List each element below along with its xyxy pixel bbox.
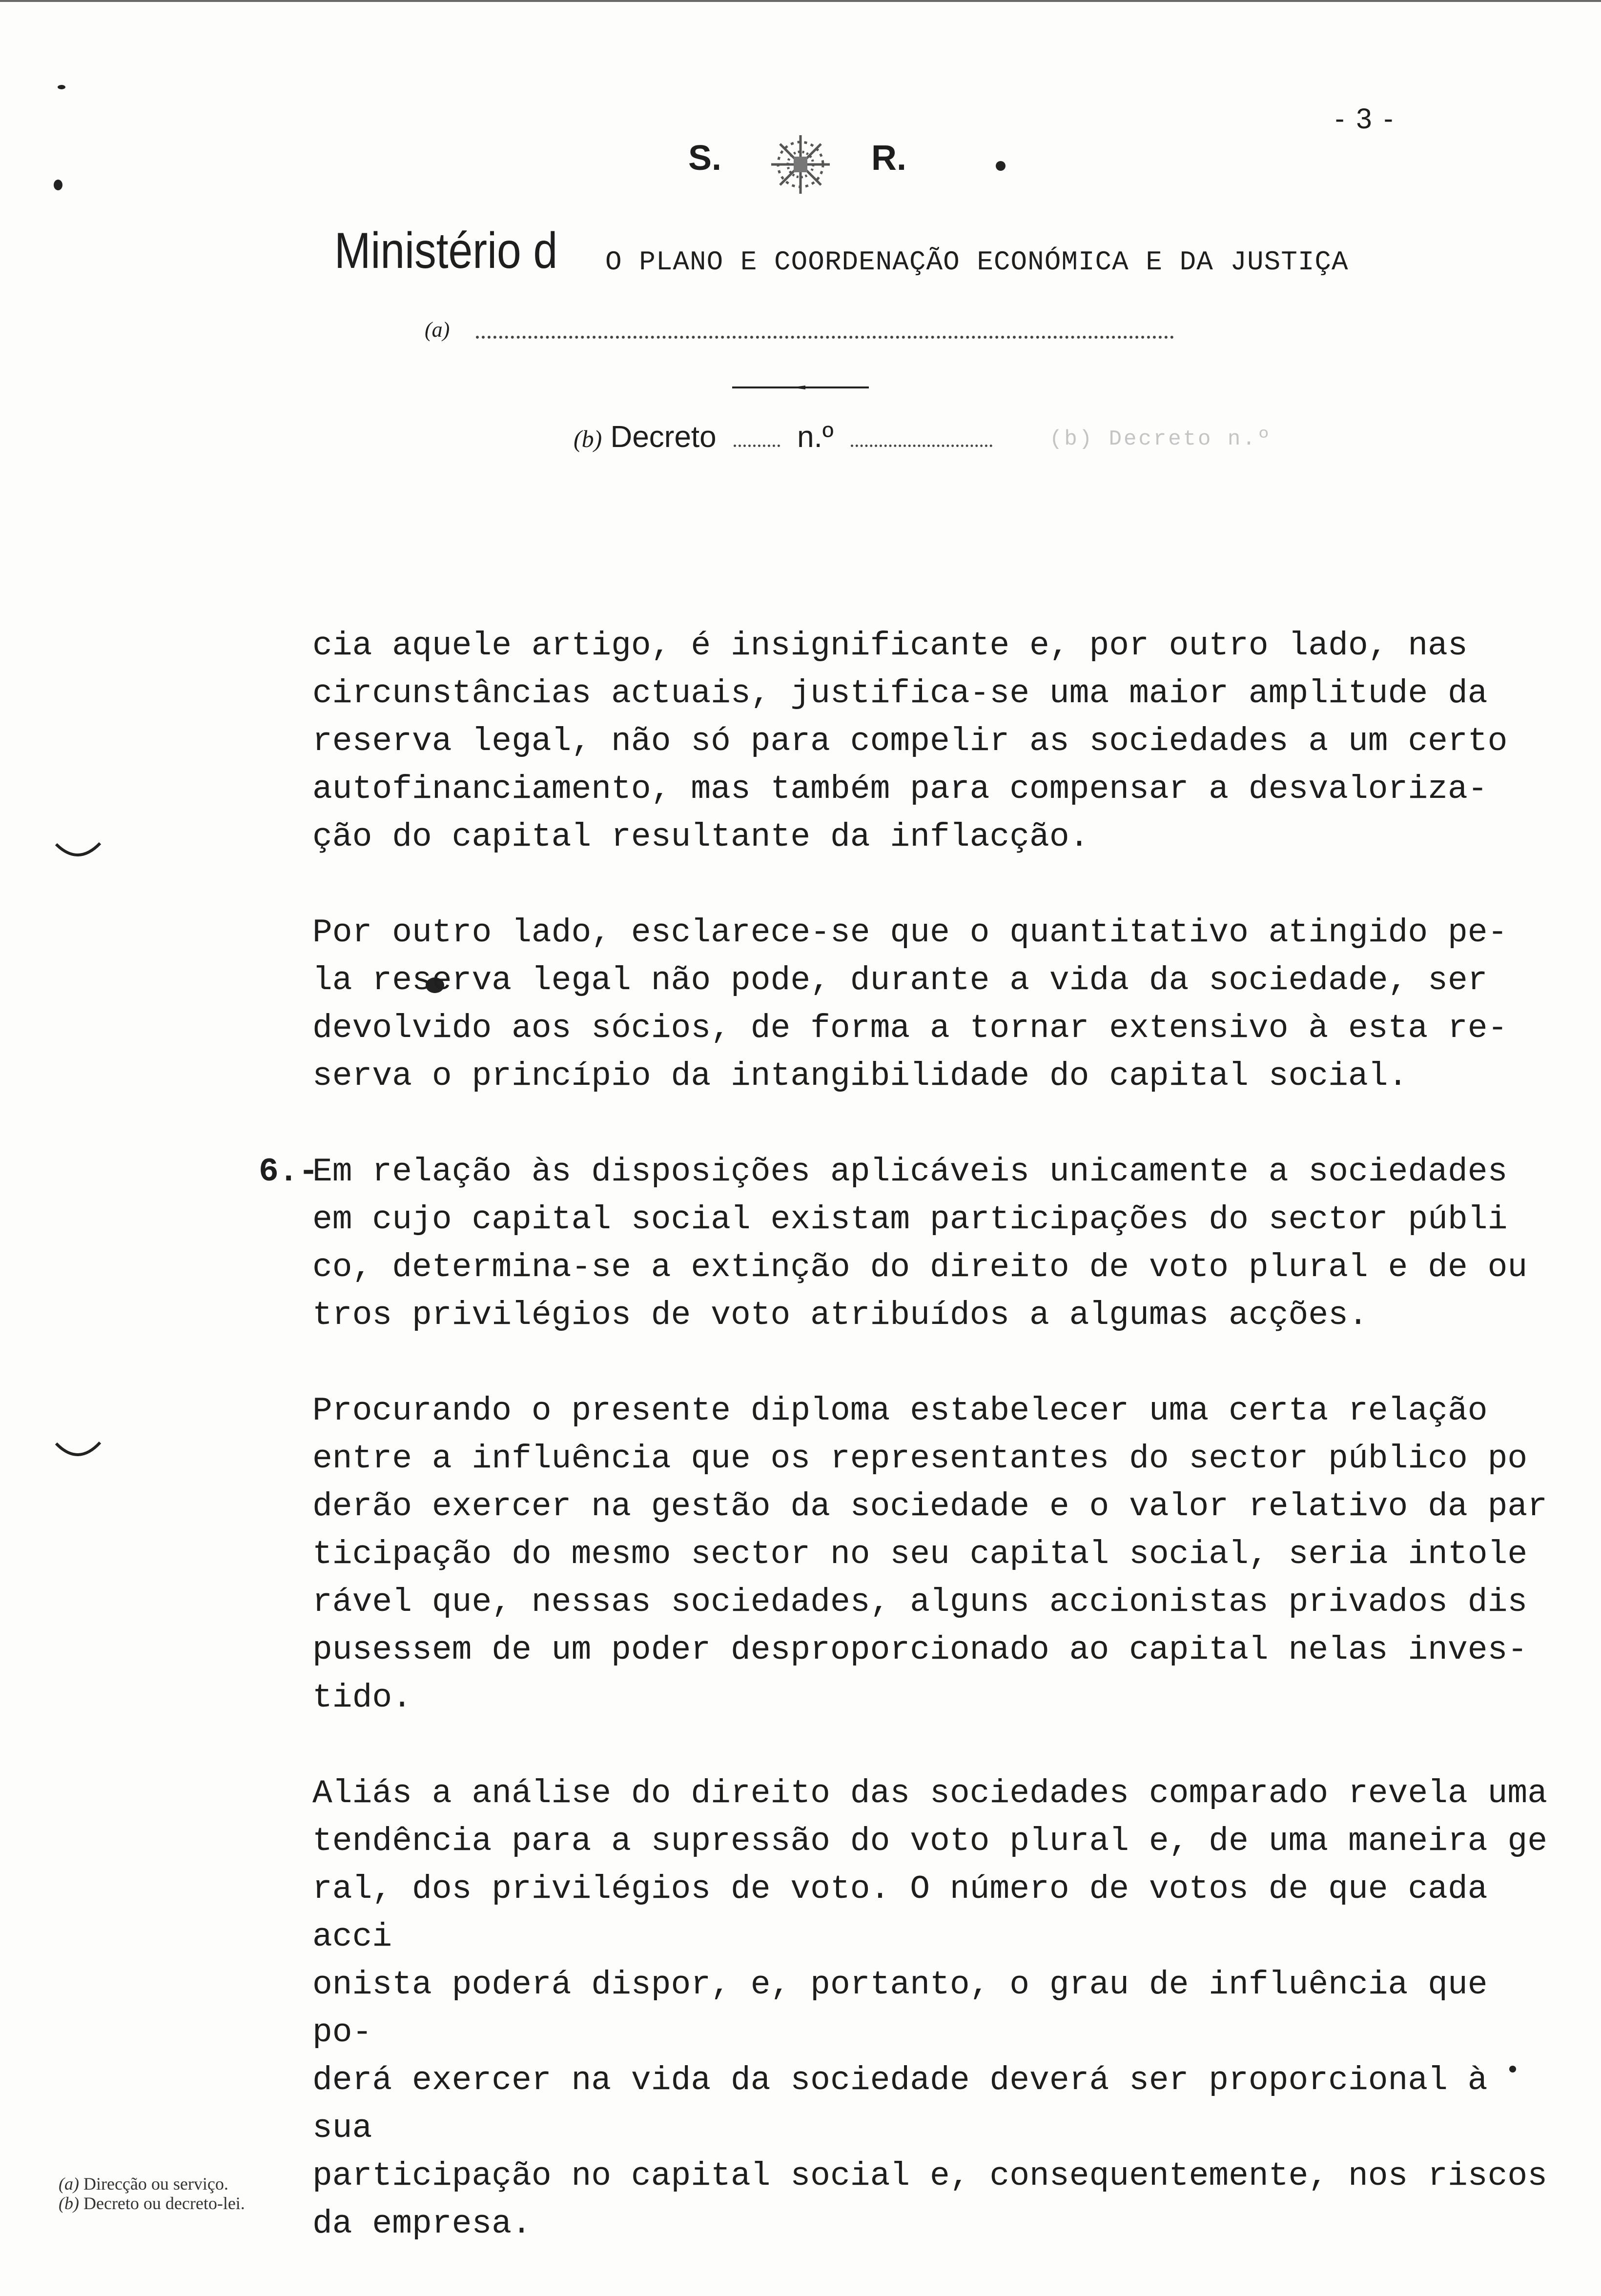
paragraph (312, 1770, 1562, 2248)
page-number: - 3 - (1335, 103, 1396, 135)
bleed-through-text: (b) Decreto n.º (1049, 427, 1273, 451)
paragraph (312, 909, 1562, 1100)
footnote-a (59, 2174, 245, 2194)
decreto-label: Decreto (610, 420, 717, 454)
footnote-b-text: Decreto ou decreto-lei. (83, 2194, 245, 2213)
text-line: Por outro lado, esclarece-se que o quantitativo atingido pe- (312, 914, 1508, 952)
paragraph (312, 622, 1562, 861)
text-line: rável que, nessas sociedades, alguns accionistas privados dis (312, 1584, 1528, 1621)
decreto-dotted-field (734, 445, 780, 447)
text-line: ticipação do mesmo sector no seu capital social, seria intole (312, 1536, 1528, 1573)
pencil-mark (54, 1440, 103, 1464)
text-line: derá exercer na vida da sociedade deverá ser proporcional à sua (312, 2062, 1488, 2147)
numero-label: n.º (797, 420, 834, 454)
text-line: participação no capital social e, consequentemente, nos riscos (312, 2157, 1548, 2195)
emblem-letter-s: S. (688, 139, 722, 178)
ministry-name: O PLANO E COORDENAÇÃO ECONÓMICA E DA JUSTIÇA (605, 246, 1349, 278)
footnote-a-text: Direcção ou serviço. (83, 2174, 228, 2194)
text-line: entre a influência que os representantes do sector público po (312, 1440, 1528, 1478)
footnote-b-marker: (b) (59, 2194, 79, 2213)
text-line: ção do capital resultante da inflacção. (312, 818, 1089, 856)
text-line: circunstâncias actuais, justifica-se uma maior amplitude da (312, 675, 1488, 712)
paragraph-numbered (259, 1148, 1562, 1340)
text-line: tendência para a supressão do voto plural e, de uma maneira ge (312, 1823, 1548, 1860)
text-line: Procurando o presente diploma estabelecer uma certa relação (312, 1392, 1488, 1430)
text-line: serva o princípio da intangibilidade do capital social. (312, 1057, 1408, 1095)
text-line: ral, dos privilégios de voto. O número de votos de que cada acci (312, 1870, 1488, 1956)
text-line: Em relação às disposições aplicáveis unicamente a sociedades (312, 1153, 1508, 1191)
footnote-a-marker: (a) (59, 2174, 79, 2194)
ink-dot (996, 161, 1006, 171)
punch-mark (58, 85, 65, 89)
text-line: tido. (312, 1679, 412, 1717)
field-a-dotted-line (476, 336, 1174, 339)
document-body (259, 622, 1562, 2296)
footnotes (59, 2174, 245, 2213)
text-line: autofinanciamento, mas também para compensar a desvaloriza- (312, 771, 1488, 808)
decreto-line (574, 420, 992, 454)
page-top-edge (0, 0, 1601, 2)
punch-mark (54, 180, 62, 190)
text-line: co, determina-se a extinção do direito de voto plural e de ou (312, 1249, 1528, 1286)
text-line: devolvido aos sócios, de forma a tornar extensivo à esta re- (312, 1010, 1508, 1047)
text-line: onista poderá dispor, e, portanto, o grau de influência que po- (312, 1966, 1488, 2052)
text-line: tros privilégios de voto atribuídos a algumas acções. (312, 1297, 1368, 1334)
emblem-letter-r: R. (871, 139, 906, 178)
ministry-label: Ministério d (334, 223, 558, 279)
paragraph (312, 1387, 1562, 1722)
state-emblem (688, 129, 942, 203)
text-line: da empresa. (312, 2205, 532, 2243)
text-line: cia aquele artigo, é insignificante e, por outro lado, nas (312, 627, 1468, 665)
section-number: 6.- (259, 1153, 319, 1191)
pencil-mark (54, 839, 103, 864)
text-line: derão exercer na gestão da sociedade e o valor relativo da par (312, 1488, 1548, 1525)
text-line: Aliás a análise do direito das sociedades comparado revela uma (312, 1775, 1548, 1812)
coat-of-arms-icon (752, 129, 849, 200)
ornamental-divider (732, 386, 869, 389)
field-a-marker: (a) (425, 318, 450, 342)
text-line: pusessem de um poder desproporcionado ao capital nelas inves- (312, 1631, 1528, 1669)
footnote-b (59, 2194, 245, 2213)
field-b-marker: (b) (574, 425, 602, 452)
text-line: reserva legal, não só para compelir as sociedades a um certo (312, 723, 1508, 760)
ministry-header (334, 222, 1349, 280)
numero-dotted-field (851, 445, 992, 447)
text-line: la reserva legal não pode, durante a vida da sociedade, ser (312, 962, 1488, 999)
text-line: em cujo capital social existam participações do sector públi (312, 1201, 1508, 1239)
